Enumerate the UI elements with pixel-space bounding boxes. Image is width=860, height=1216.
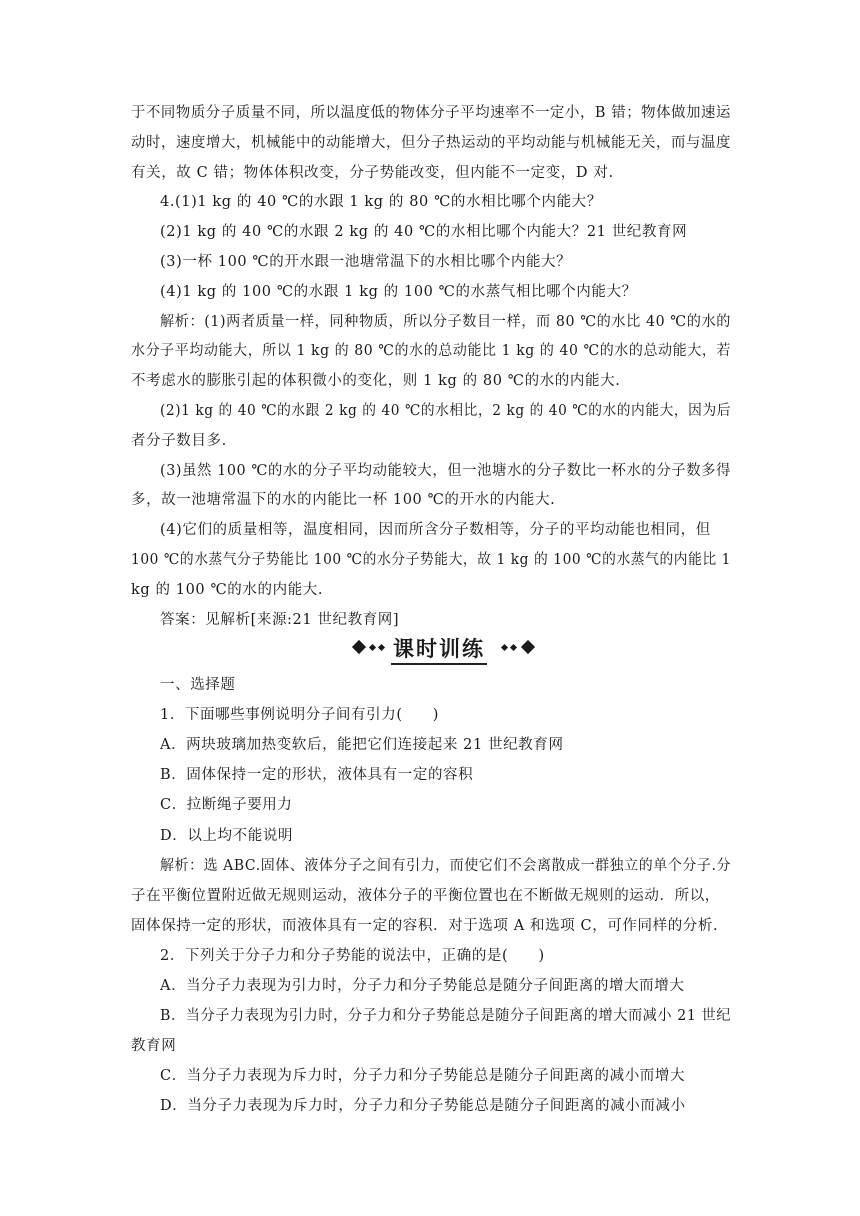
text-line bbox=[0, 760, 860, 790]
text-line bbox=[0, 605, 860, 635]
line-text: 不考虑水的膨胀引起的体积微小的变化，则 1 kg 的 80 ℃的水的内能大. bbox=[131, 373, 621, 390]
text-line bbox=[0, 217, 860, 247]
text-line bbox=[0, 366, 860, 396]
line-text: 解析：选 ABC.固体、液体分子之间有引力，而使它们不会离散成一群独立的单个分子.分 bbox=[160, 857, 731, 874]
line-text: 有关，故 C 错；物体体积改变，分子势能改变，但内能不一定变，D 对. bbox=[131, 164, 614, 181]
text-line bbox=[0, 187, 860, 217]
text-line bbox=[0, 396, 860, 426]
text-line bbox=[0, 851, 860, 881]
diamond-icon bbox=[352, 640, 366, 654]
text-line bbox=[0, 307, 860, 337]
line-text: B．当分子力表现为引力时，分子力和分子势能总是随分子间距离的增大而减小 21 世纪 bbox=[160, 1008, 732, 1025]
text-line bbox=[0, 456, 860, 486]
text-line bbox=[0, 911, 860, 941]
line-text: 4.(1)1 kg 的 40 ℃的水跟 1 kg 的 80 ℃的水相比哪个内能大？ bbox=[160, 194, 602, 211]
line-text: D．以上均不能说明 bbox=[160, 827, 294, 844]
small-diamond-icon bbox=[510, 644, 517, 651]
line-text: 固体保持一定的形状，而液体具有一定的容积．对于选项 A 和选项 C，可作同样的分析. bbox=[131, 917, 719, 934]
text-line bbox=[0, 485, 860, 515]
text-line bbox=[0, 128, 860, 158]
text-line bbox=[0, 575, 860, 605]
line-text: 动时，速度增大，机械能中的动能增大，但分子热运动的平均动能与机械能无关，而与温度 bbox=[131, 134, 732, 151]
line-text: 1．下面哪些事例说明分子间有引力( ) bbox=[160, 707, 440, 724]
text-line bbox=[0, 1031, 860, 1061]
text-line bbox=[0, 700, 860, 730]
line-text: (3)一杯 100 ℃的开水跟一池塘常温下的水相比哪个内能大？ bbox=[160, 254, 572, 270]
text-line bbox=[0, 1061, 860, 1091]
text-line bbox=[0, 336, 860, 366]
line-text: C．当分子力表现为斥力时，分子力和分子势能总是随分子间距离的减小而增大 bbox=[160, 1068, 686, 1085]
line-text: 解析：(1)两者质量一样，同种物质，所以分子数目一样，而 80 ℃的水比 40 ℃的水的 bbox=[160, 313, 732, 330]
text-line bbox=[0, 971, 860, 1001]
line-text: 100 ℃的水蒸气分子势能比 100 ℃的水分子势能大，故 1 kg 的 100 ℃的水蒸气的内能比 1 bbox=[131, 552, 732, 568]
text-line bbox=[0, 790, 860, 820]
line-text: 者分子数目多. bbox=[131, 432, 227, 449]
line-text: 教育网 bbox=[131, 1038, 177, 1055]
section-title: 课时训练 bbox=[391, 635, 487, 665]
text-line bbox=[0, 515, 860, 545]
text-line bbox=[0, 670, 860, 700]
line-text: 多，故一池塘常温下的水的内能比一杯 100 ℃的开水的内能大. bbox=[131, 492, 556, 509]
text-line bbox=[0, 426, 860, 456]
line-text: 答案：见解析[来源:21 世纪教育网] bbox=[160, 611, 400, 628]
line-text: B．固体保持一定的形状，液体具有一定的容积 bbox=[160, 767, 474, 784]
line-text: C．拉断绳子要用力 bbox=[160, 797, 293, 814]
section-banner bbox=[0, 632, 860, 666]
line-text: (4)它们的质量相等，温度相同，因而所含分子数相等，分子的平均动能也相同，但 bbox=[160, 522, 711, 539]
line-text: A．当分子力表现为引力时，分子力和分子势能总是随分子间距离的增大而增大 bbox=[160, 978, 685, 994]
line-text: kg 的 100 ℃的水的内能大. bbox=[131, 581, 324, 598]
line-text: D．当分子力表现为斥力时，分子力和分子势能总是随分子间距离的减小而减小 bbox=[160, 1098, 686, 1115]
text-line bbox=[0, 98, 860, 128]
line-text: A．两块玻璃加热变软后，能把它们连接起来 21 世纪教育网 bbox=[160, 737, 564, 754]
diamond-icon bbox=[521, 640, 535, 654]
text-line bbox=[0, 277, 860, 307]
line-text: 水分子平均动能大，所以 1 kg 的 80 ℃的水的总动能比 1 kg 的 40 ℃的水的总动能大，若 bbox=[131, 343, 732, 360]
line-text: (2)1 kg 的 40 ℃的水跟 2 kg 的 40 ℃的水相比哪个内能大？21 世纪教育网 bbox=[160, 224, 688, 241]
text-line bbox=[0, 1091, 860, 1121]
small-diamond-icon bbox=[369, 644, 376, 651]
small-diamond-icon bbox=[501, 644, 508, 651]
text-line bbox=[0, 247, 860, 277]
text-line bbox=[0, 941, 860, 971]
text-line bbox=[0, 545, 860, 575]
line-text: 于不同物质分子质量不同，所以温度低的物体分子平均速率不一定小，B 错；物体做加速运 bbox=[131, 105, 731, 121]
small-diamond-icon bbox=[378, 644, 385, 651]
line-text: (4)1 kg 的 100 ℃的水跟 1 kg 的 100 ℃的水蒸气相比哪个内能大？ bbox=[160, 283, 637, 300]
line-text: (3)虽然 100 ℃的水的分子平均动能较大，但一池塘水的分子数比一杯水的分子数多得 bbox=[160, 462, 732, 479]
text-line bbox=[0, 158, 860, 188]
line-text: (2)1 kg 的 40 ℃的水跟 2 kg 的 40 ℃的水相比，2 kg 的 40 ℃的水的内能大，因为后 bbox=[160, 403, 732, 419]
line-text: 一、选择题 bbox=[160, 677, 236, 693]
text-line bbox=[0, 821, 860, 851]
text-line bbox=[0, 1001, 860, 1031]
text-line bbox=[0, 881, 860, 911]
line-text: 子在平衡位置附近做无规则运动，液体分子的平衡位置也在不断做无规则的运动．所以， bbox=[131, 887, 720, 904]
line-text: 2．下列关于分子力和分子势能的说法中，正确的是( ) bbox=[160, 947, 545, 964]
text-line bbox=[0, 730, 860, 760]
